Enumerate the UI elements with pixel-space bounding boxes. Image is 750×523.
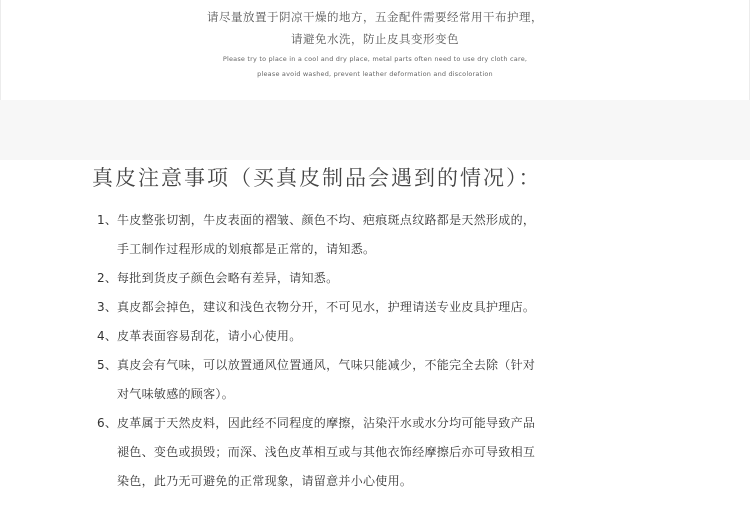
notice-item-number: 6、 [97,416,118,430]
notice-item-5-line-2: 对气味敏感的顾客）。 [117,387,235,401]
notice-item-number: 4、 [97,329,118,343]
notice-item-number: 3、 [97,300,118,314]
notice-item-2-line-1 [97,269,338,286]
notice-item-6-line-1 [97,414,535,431]
notice-item-6-line-2: 褪色、变色或损毁；而深、浅色皮革相互或与其他衣饰经摩擦后亦可导致相互 [117,445,536,459]
care-text-en-line-2: please avoid washed, prevent leather deformation and discoloration [257,70,493,78]
notice-item-number: 5、 [97,358,118,372]
care-text-cn-line-1: 请尽量放置于阴凉干燥的地方，五金配件需要经常用干布护理， [207,10,543,24]
care-text-en-line-1: Please try to place in a cool and dry place, metal parts often need to use dry cloth care, [222,55,528,63]
notice-item-1-line-1 [97,211,535,228]
section-divider-band [0,100,750,160]
care-instructions-section [0,0,750,100]
notice-item-number: 2、 [97,271,118,285]
notice-item-3-line-1 [97,298,535,315]
notice-item-text: 真皮都会掉色，建议和浅色衣物分开，不可见水，护理请送专业皮具护理店。 [117,300,536,314]
notice-item-6-line-3: 染色，此乃无可避免的正常现象，请留意并小心使用。 [117,474,413,488]
notice-item-text: 皮革表面容易刮花，请小心使用。 [117,329,302,343]
notice-item-text: 牛皮整张切割，牛皮表面的褶皱、颜色不均、疤痕斑点纹路都是天然形成的， [117,213,536,227]
notice-item-1-line-2: 手工制作过程形成的划痕都是正常的，请知悉。 [117,242,376,256]
notice-item-4-line-1 [97,327,302,344]
notice-item-text: 真皮会有气味，可以放置通风位置通风，气味只能减少，不能完全去除（针对 [117,358,536,372]
leather-notice-section [0,160,750,523]
care-text-cn-line-2: 请避免水洗，防止皮具变形变色 [291,32,459,46]
notice-item-5-line-1 [97,356,535,373]
notice-item-text: 每批到货皮子颜色会略有差异，请知悉。 [117,271,339,285]
notice-item-number: 1、 [97,213,118,227]
notice-item-text: 皮革属于天然皮料，因此经不同程度的摩擦，沾染汗水或水分均可能导致产品 [117,416,536,430]
notice-title: 真皮注意事项（买真皮制品会遇到的情况）： [92,166,542,190]
